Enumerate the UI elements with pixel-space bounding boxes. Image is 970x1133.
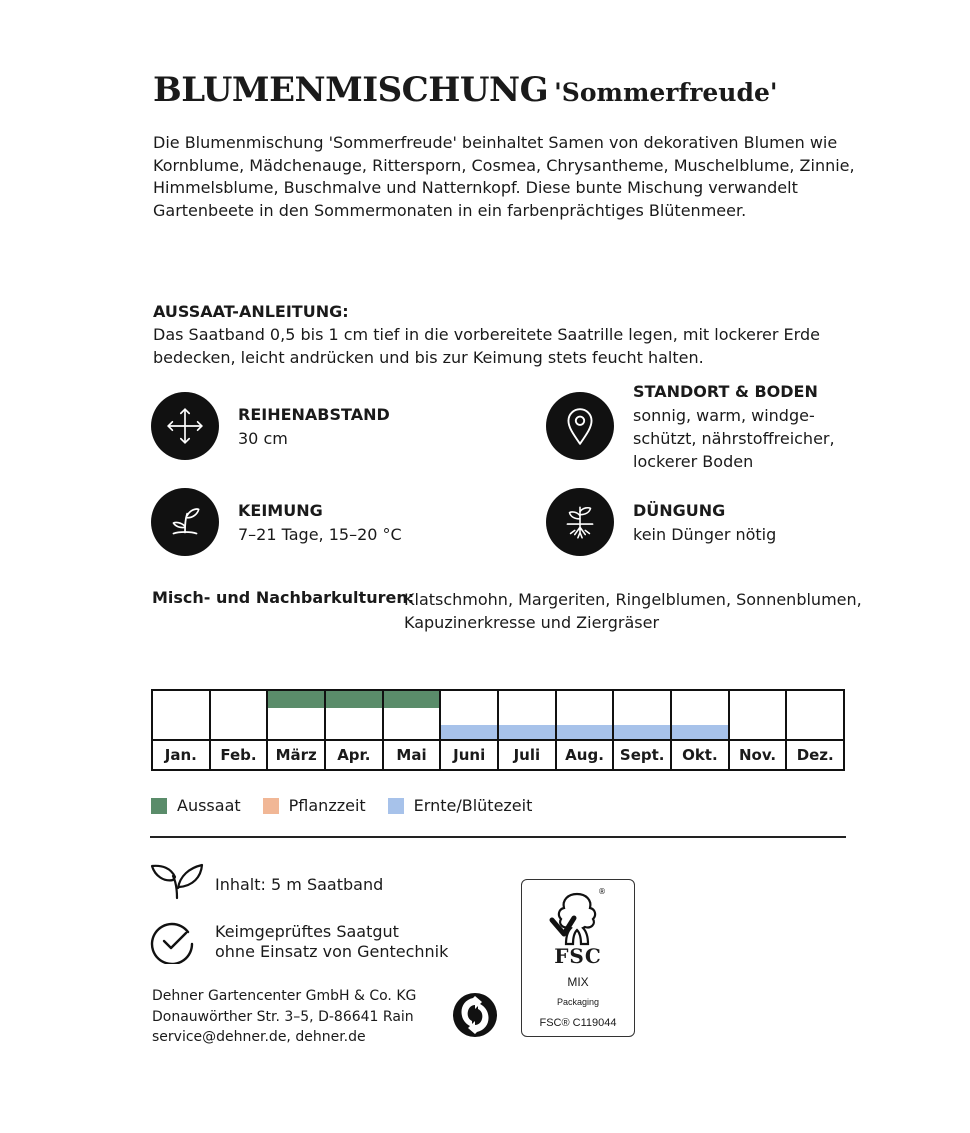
calendar-month-label: Okt. [672, 739, 728, 769]
legend-item-sowing [151, 796, 241, 815]
harvest-bar [557, 725, 613, 740]
legend-label: Ernte/Blütezeit [413, 796, 533, 815]
company-street: Donauwörther Str. 3–5, D-86641 Rain [152, 1008, 414, 1025]
companion-plants: Klatschmohn, Margeriten, Ringelblumen, Sonnenblumen, Kapuzinerkresse und Ziergräser [404, 590, 862, 632]
fertilizer-title: DÜNGUNG [633, 501, 726, 520]
calendar-month-label: Dez. [787, 739, 843, 769]
location-value: sonnig, warm, windge-schützt, nährstoffreicher, lockerer Boden [633, 406, 835, 471]
legend-item-planting [263, 796, 366, 815]
calendar-month [787, 691, 843, 769]
fsc-registered-mark: ® [598, 887, 606, 896]
calendar-month [730, 691, 788, 769]
calendar-month-label: Feb. [211, 739, 267, 769]
legend-swatch-harvest [388, 798, 404, 814]
spacing-title: REIHENABSTAND [238, 405, 390, 424]
sowing-bar [326, 691, 382, 708]
product-description: Die Blumenmischung 'Sommerfreude' beinhaltet Samen von dekorativen Blumen wie Kornblume, Mädchenauge, Rittersporn, Cosmea, Chrysantheme, Muschelblume, Zinnie, Himmelsblume, Buschmalve und Natternkopf. Diese bunte Mischung verwandelt Gartenbeete in den Sommermonaten in ein farbenprächtiges Blütenmeer. [153, 133, 855, 220]
calendar-month-label: März [268, 739, 324, 769]
legend-swatch-planting [263, 798, 279, 814]
sowing-calendar [151, 689, 845, 771]
sowing-bar [384, 691, 440, 708]
calendar-month [499, 691, 557, 769]
calendar-month-label: Juni [441, 739, 497, 769]
sowing-bar [268, 691, 324, 708]
calendar-month [211, 691, 269, 769]
green-dot-recycling-icon [452, 992, 498, 1038]
harvest-bar [614, 725, 670, 740]
germination-title: KEIMUNG [238, 501, 323, 520]
quality-line-1: Keimgeprüftes Saatgut [215, 922, 399, 941]
calendar-month [441, 691, 499, 769]
spacing-value: 30 cm [238, 429, 288, 448]
company-contact: service@dehner.de, dehner.de [152, 1029, 366, 1045]
product-title [153, 70, 778, 110]
quality-note [215, 922, 448, 962]
legend-label: Aussaat [177, 796, 241, 815]
fsc-type: MIX [567, 975, 589, 989]
fertilizer-value: kein Dünger nötig [633, 525, 777, 544]
location-title: STANDORT & BODEN [633, 382, 818, 401]
fsc-packaging: Packaging [556, 997, 600, 1007]
seedling-icon [151, 488, 219, 556]
leaves-icon [149, 860, 205, 900]
fsc-label [521, 879, 635, 1037]
calendar-month-label: Apr. [326, 739, 382, 769]
calendar-month-label: Juli [499, 739, 555, 769]
calendar-month [614, 691, 672, 769]
sowing-instructions: Das Saatband 0,5 bis 1 cm tief in die vorbereitete Saatrille legen, mit lockerer Erde bedecken, leicht andrücken und bis zur Keimung stets feucht halten. [153, 325, 820, 367]
harvest-bar [672, 725, 728, 740]
companion-label: Misch- und Nachbarkulturen: [152, 588, 415, 607]
calendar-month-label: Nov. [730, 739, 786, 769]
calendar-month-label: Aug. [557, 739, 613, 769]
arrows-cross-icon [151, 392, 219, 460]
calendar-legend [151, 796, 554, 815]
legend-swatch-sowing [151, 798, 167, 814]
legend-label: Pflanzzeit [288, 796, 366, 815]
product-name: BLUMENMISCHUNG [153, 70, 549, 110]
calendar-month [268, 691, 326, 769]
calendar-month [153, 691, 211, 769]
calendar-month-label: Jan. [153, 739, 209, 769]
checkmark-circle-icon [150, 918, 196, 964]
calendar-month-label: Mai [384, 739, 440, 769]
quality-line-2: ohne Einsatz von Gentechnik [215, 942, 449, 961]
calendar-month [672, 691, 730, 769]
company-address [152, 986, 416, 1048]
plant-roots-icon [546, 488, 614, 556]
calendar-month-label: Sept. [614, 739, 670, 769]
germination-value: 7–21 Tage, 15–20 °C [238, 525, 402, 544]
section-divider [150, 836, 846, 838]
calendar-month [557, 691, 615, 769]
legend-item-harvest [388, 796, 533, 815]
fsc-tree-check-icon [544, 888, 610, 948]
harvest-bar [441, 725, 497, 740]
content-amount: Inhalt: 5 m Saatband [215, 875, 384, 894]
fsc-brand: FSC [554, 944, 602, 968]
harvest-bar [499, 725, 555, 740]
fsc-code: FSC® C119044 [539, 1017, 617, 1029]
company-name: Dehner Gartencenter GmbH & Co. KG [152, 988, 417, 1004]
location-pin-icon [546, 392, 614, 460]
product-variety: 'Sommerfreude' [554, 78, 778, 107]
calendar-month [384, 691, 442, 769]
calendar-month [326, 691, 384, 769]
sowing-heading: AUSSAAT-ANLEITUNG: [153, 302, 349, 321]
